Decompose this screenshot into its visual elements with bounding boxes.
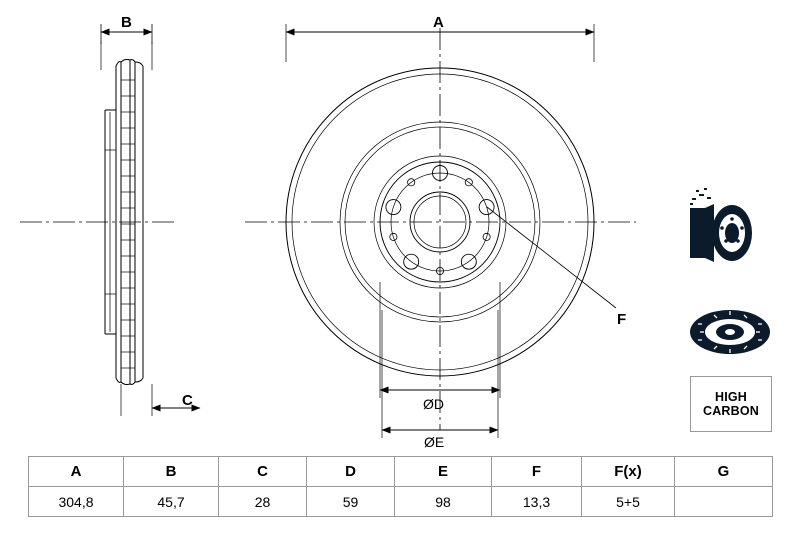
table-header-cell: A xyxy=(29,457,124,487)
table-cell: 59 xyxy=(307,487,395,517)
table-header-cell: D xyxy=(307,457,395,487)
table-cell: 45,7 xyxy=(124,487,219,517)
table-header-cell: E xyxy=(395,457,492,487)
table-cell: 28 xyxy=(219,487,307,517)
table-header-cell: C xyxy=(219,457,307,487)
table-header-cell: F xyxy=(492,457,582,487)
table-header-cell: F(x) xyxy=(582,457,675,487)
dimension-label-C: C xyxy=(182,392,193,409)
table-header-cell: G xyxy=(675,457,773,487)
table-header-cell: B xyxy=(124,457,219,487)
table-row xyxy=(29,487,773,517)
dimension-label-A: A xyxy=(433,14,444,31)
dimension-label-F: F xyxy=(617,311,627,328)
dimension-label-diameter-D: ØD xyxy=(423,396,444,412)
product-icons xyxy=(690,188,770,354)
table-cell: 304,8 xyxy=(29,487,124,517)
table-cell: 13,3 xyxy=(492,487,582,517)
table-header-row xyxy=(29,457,773,487)
dimension-label-B: B xyxy=(121,14,132,31)
high-carbon-badge xyxy=(690,376,772,432)
table-cell: 5+5 xyxy=(582,487,675,517)
high-carbon-line-1: HIGH xyxy=(714,389,748,404)
high-carbon-line-2: CARBON xyxy=(702,404,760,418)
table-cell xyxy=(675,487,773,517)
table-cell: 98 xyxy=(395,487,492,517)
specification-table xyxy=(28,456,773,517)
dimension-label-diameter-E: ØE xyxy=(424,434,445,450)
